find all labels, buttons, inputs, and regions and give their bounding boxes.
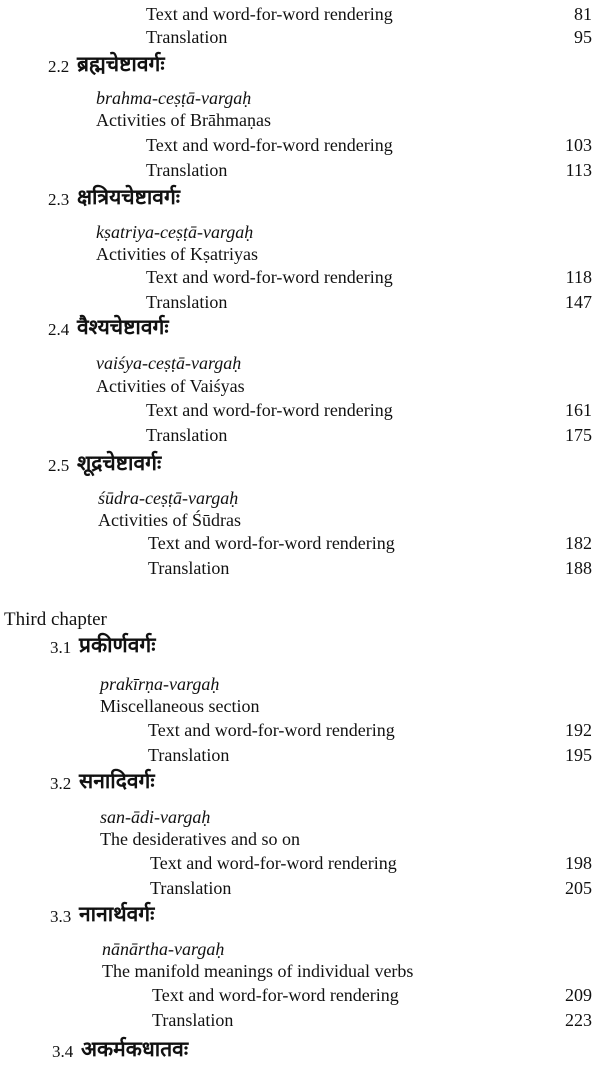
- toc-entry: [0, 158, 600, 182]
- entry-title: Translation: [148, 745, 230, 765]
- transliteration-line: [0, 220, 600, 244]
- entry-title: Text and word-for-word rendering: [146, 400, 393, 420]
- page-number: 192: [565, 720, 592, 740]
- page-number: 223: [565, 1010, 592, 1030]
- section-number: 3.1: [50, 638, 72, 657]
- page-number: 118: [565, 267, 592, 287]
- transliteration-line: [0, 351, 600, 375]
- section-description: Activities of Śūdras: [98, 510, 241, 530]
- sanskrit-title: वैश्यचेष्टावर्गः: [77, 315, 169, 339]
- transliteration-line: [0, 937, 600, 961]
- entry-title: Text and word-for-word rendering: [146, 4, 393, 24]
- transliteration: san-ādi-vargaḥ: [100, 807, 211, 827]
- entry-title: Text and word-for-word rendering: [148, 533, 395, 553]
- page-number: 188: [565, 558, 592, 578]
- page-number: 175: [565, 425, 592, 445]
- page-number: 198: [565, 853, 592, 873]
- sanskrit-title: क्षत्रियचेष्टावर्गः: [77, 185, 181, 209]
- page-number: 147: [565, 292, 592, 312]
- sanskrit-title: अकर्मकधातवः: [81, 1037, 189, 1061]
- transliteration-line: [0, 486, 600, 510]
- page-number: 195: [565, 745, 592, 765]
- section-heading: [0, 185, 600, 212]
- section-heading: [0, 769, 600, 796]
- section-heading: [0, 52, 600, 79]
- entry-title: Text and word-for-word rendering: [150, 853, 397, 873]
- toc-entry: [0, 556, 600, 580]
- chapter-title: Third chapter: [4, 609, 107, 630]
- page-number: 113: [565, 160, 592, 180]
- page-number: 182: [565, 533, 592, 553]
- toc-entry: [0, 718, 600, 742]
- transliteration-line: [0, 86, 600, 110]
- section-number: 3.4: [52, 1042, 74, 1061]
- toc-entry: [0, 851, 600, 875]
- transliteration: prakīrṇa-vargaḥ: [100, 674, 220, 694]
- entry-title: Text and word-for-word rendering: [148, 720, 395, 740]
- section-description-line: [0, 374, 600, 398]
- page-number: 81: [574, 4, 592, 24]
- entry-title: Translation: [150, 878, 232, 898]
- transliteration: vaiśya-ceṣṭā-vargaḥ: [96, 353, 242, 373]
- toc-entry: [0, 2, 600, 26]
- entry-title: Translation: [146, 292, 228, 312]
- transliteration: kṣatriya-ceṣṭā-vargaḥ: [96, 222, 254, 242]
- toc-entry: [0, 423, 600, 447]
- toc-entry: [0, 531, 600, 555]
- section-description-line: [0, 959, 600, 983]
- section-number: 2.5: [48, 456, 70, 475]
- section-heading: [0, 315, 600, 342]
- entry-title: Translation: [146, 425, 228, 445]
- transliteration: brahma-ceṣṭā-vargaḥ: [96, 88, 252, 108]
- sanskrit-title: शूद्रचेष्टावर्गः: [77, 451, 162, 475]
- entry-title: Text and word-for-word rendering: [152, 985, 399, 1005]
- entry-title: Text and word-for-word rendering: [146, 135, 393, 155]
- toc-entry: [0, 133, 600, 157]
- section-number: 2.4: [48, 320, 70, 339]
- entry-title: Translation: [152, 1010, 234, 1030]
- sanskrit-title: प्रकीर्णवर्गः: [79, 633, 156, 657]
- transliteration-line: [0, 805, 600, 829]
- section-heading: [0, 902, 600, 929]
- section-description: The desideratives and so on: [100, 829, 300, 849]
- section-number: 2.2: [48, 57, 70, 76]
- toc-entry: [0, 290, 600, 314]
- toc-entry: [0, 25, 600, 49]
- entry-title: Translation: [146, 27, 228, 47]
- section-number: 3.2: [50, 774, 72, 793]
- page-number: 103: [565, 135, 592, 155]
- page-number: 209: [565, 985, 592, 1005]
- page-number: 95: [574, 27, 592, 47]
- section-description-line: [0, 108, 600, 132]
- toc-entry: [0, 983, 600, 1007]
- sanskrit-title: सनादिवर्गः: [79, 769, 155, 793]
- section-number: 3.3: [50, 907, 72, 926]
- toc-entry: [0, 265, 600, 289]
- transliteration: nānārtha-vargaḥ: [102, 939, 225, 959]
- chapter-title-line: [0, 608, 600, 632]
- toc-entry: [0, 1008, 600, 1032]
- toc-entry: [0, 743, 600, 767]
- section-description-line: [0, 827, 600, 851]
- section-description: Activities of Vaiśyas: [96, 376, 245, 396]
- entry-title: Translation: [148, 558, 230, 578]
- section-description-line: [0, 694, 600, 718]
- section-description-line: [0, 508, 600, 532]
- section-heading: [0, 1037, 600, 1064]
- section-description: Activities of Brāhmaṇas: [96, 110, 271, 130]
- section-description-line: [0, 242, 600, 266]
- section-description: Miscellaneous section: [100, 696, 260, 716]
- sanskrit-title: नानार्थवर्गः: [79, 902, 155, 926]
- entry-title: Text and word-for-word rendering: [146, 267, 393, 287]
- page-number: 161: [565, 400, 592, 420]
- transliteration: śūdra-ceṣṭā-vargaḥ: [98, 488, 239, 508]
- section-number: 2.3: [48, 190, 70, 209]
- section-description: The manifold meanings of individual verbs: [102, 961, 414, 981]
- sanskrit-title: ब्रह्मचेष्टावर्गः: [77, 52, 165, 76]
- toc-entry: [0, 398, 600, 422]
- page-number: 205: [565, 878, 592, 898]
- transliteration-line: [0, 672, 600, 696]
- section-heading: [0, 633, 600, 660]
- section-heading: [0, 451, 600, 478]
- section-description: Activities of Kṣatriyas: [96, 244, 258, 264]
- entry-title: Translation: [146, 160, 228, 180]
- toc-entry: [0, 876, 600, 900]
